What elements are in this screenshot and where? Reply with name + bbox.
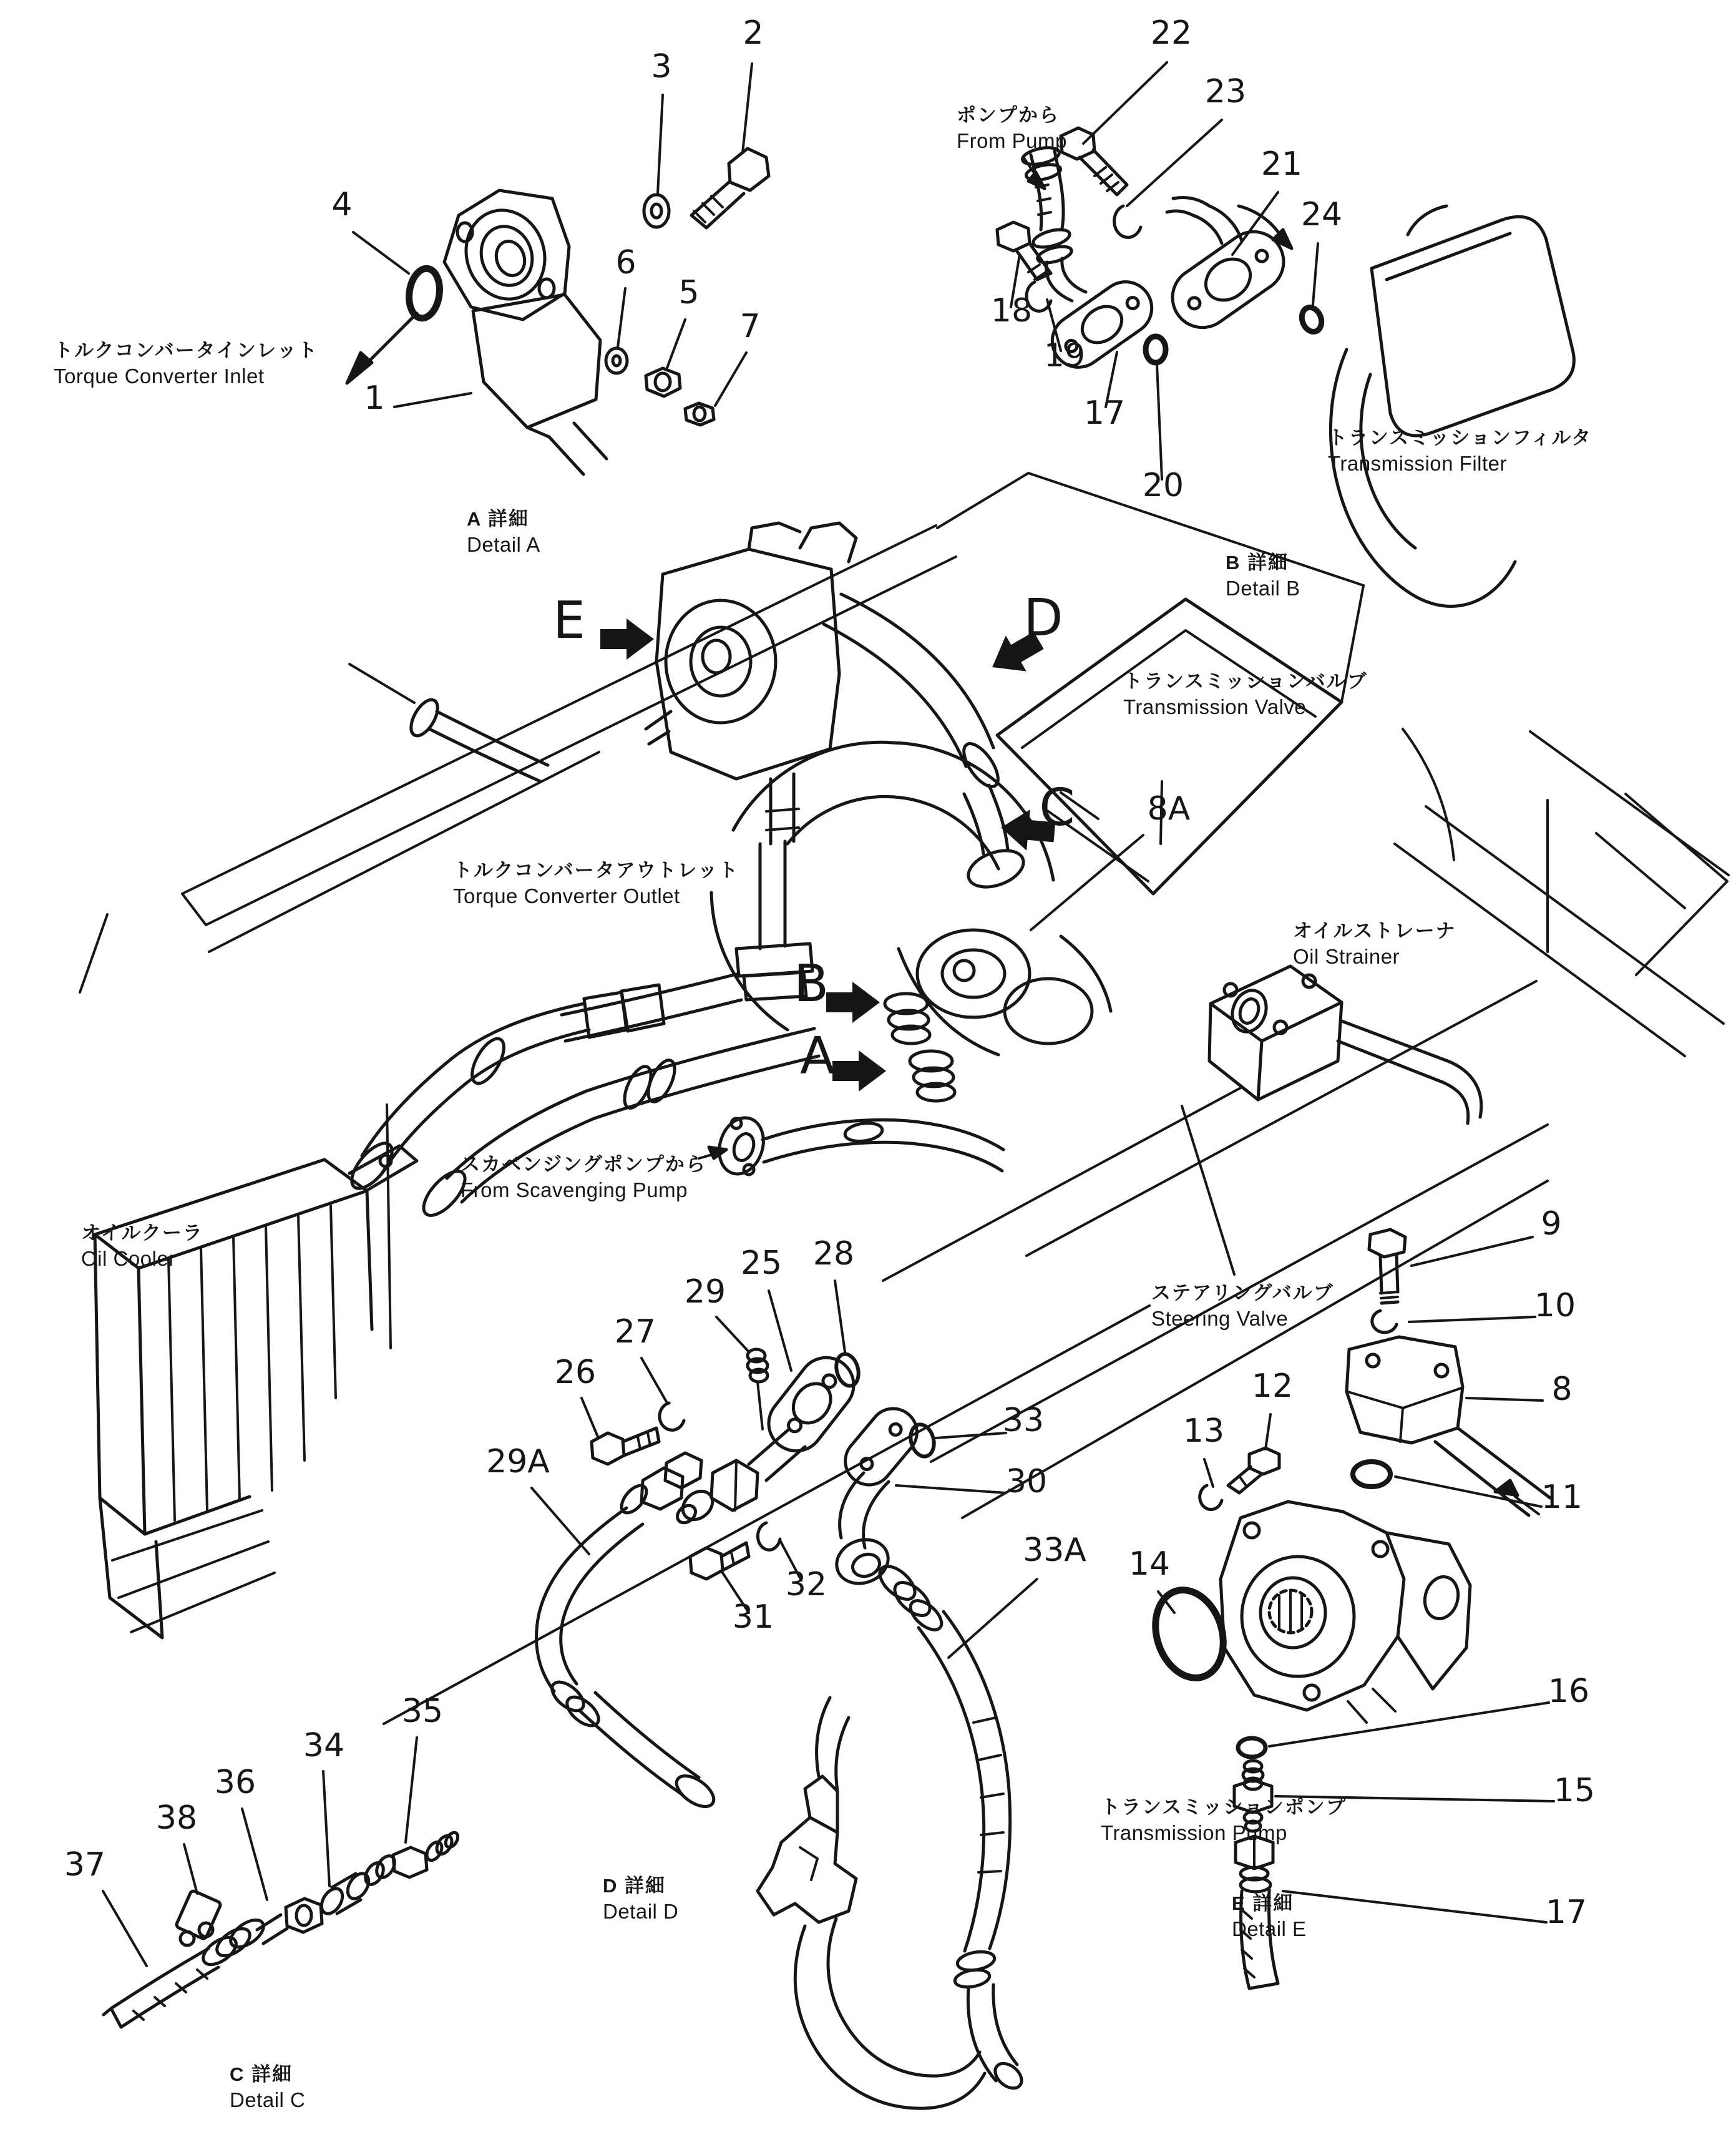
part-number-17: 17 — [1545, 1894, 1587, 1931]
section-letter-e: E — [553, 591, 585, 650]
label-detail-c: C 詳細 Detail C — [230, 2063, 306, 2112]
part-number-36: 36 — [214, 1764, 256, 1801]
part-number-4: 4 — [331, 186, 353, 223]
label-torque-converter-inlet: トルクコンバータインレット Torque Converter Inlet — [54, 340, 318, 388]
part-number-5: 5 — [678, 274, 700, 311]
part-number-2: 2 — [743, 14, 764, 52]
label-transmission-pump: トランスミッションポンプ Transmission Pump — [1101, 1796, 1347, 1845]
part-number-12: 12 — [1251, 1367, 1294, 1405]
part-number-21: 21 — [1261, 145, 1303, 183]
part-number-35: 35 — [401, 1693, 444, 1730]
part-number-14: 14 — [1128, 1545, 1171, 1583]
part-number-33a: 33A — [1023, 1532, 1086, 1569]
label-transmission-filter: トランスミッションフィルタ Transmission Filter — [1328, 427, 1592, 476]
part-number-3: 3 — [651, 48, 672, 86]
section-letter-b: B — [793, 954, 829, 1014]
part-number-31: 31 — [732, 1598, 774, 1636]
part-number-6: 6 — [615, 244, 636, 281]
label-from-scavenging-pump: スカベンジングポンプから From Scavenging Pump — [461, 1153, 706, 1202]
part-number-29a: 29A — [486, 1443, 550, 1480]
part-number-17: 17 — [1083, 394, 1126, 432]
part-number-15: 15 — [1553, 1772, 1596, 1809]
part-number-32: 32 — [785, 1566, 827, 1603]
part-number-27: 27 — [614, 1313, 656, 1351]
part-number-16: 16 — [1548, 1673, 1590, 1710]
label-oil-strainer: オイルストレーナ Oil Strainer — [1293, 920, 1456, 969]
part-number-20: 20 — [1142, 467, 1184, 504]
section-letter-c: C — [1039, 778, 1075, 838]
label-steering-valve: ステアリングバルブ Steering Valve — [1151, 1282, 1334, 1331]
label-detail-a: A 詳細 Detail A — [467, 508, 540, 557]
part-number-18: 18 — [990, 292, 1033, 330]
part-number-38: 38 — [155, 1799, 198, 1837]
part-number-7: 7 — [739, 308, 761, 345]
part-number-30: 30 — [1005, 1463, 1048, 1500]
part-number-26: 26 — [554, 1354, 597, 1391]
label-detail-d: D 詳細 Detail D — [603, 1875, 679, 1924]
part-number-25: 25 — [740, 1244, 783, 1282]
part-number-8a: 8A — [1147, 790, 1191, 828]
part-number-1: 1 — [364, 379, 385, 417]
label-detail-b: B 詳細 Detail B — [1226, 552, 1300, 600]
part-number-10: 10 — [1534, 1287, 1576, 1324]
part-number-22: 22 — [1150, 14, 1192, 52]
part-number-23: 23 — [1204, 73, 1247, 110]
part-number-28: 28 — [812, 1235, 855, 1273]
part-number-29: 29 — [684, 1273, 726, 1311]
part-number-34: 34 — [303, 1727, 345, 1764]
section-letter-a: A — [799, 1027, 836, 1086]
label-from-pump: ポンプから From Pump — [957, 104, 1067, 153]
part-number-37: 37 — [64, 1846, 106, 1884]
part-number-33: 33 — [1002, 1402, 1045, 1439]
label-torque-converter-outlet: トルクコンバータアウトレット Torque Converter Outlet — [453, 859, 739, 908]
part-number-8: 8 — [1551, 1371, 1573, 1408]
part-number-24: 24 — [1300, 196, 1343, 233]
label-oil-cooler: オイルクーラ Oil Cooler — [81, 1222, 203, 1271]
part-number-19: 19 — [1043, 337, 1086, 374]
label-detail-e: E 詳細 Detail E — [1232, 1892, 1307, 1941]
part-number-11: 11 — [1541, 1479, 1583, 1516]
section-letter-d: D — [1023, 589, 1063, 648]
part-number-9: 9 — [1541, 1205, 1562, 1243]
part-number-13: 13 — [1183, 1412, 1225, 1450]
label-transmission-valve: トランスミッションバルブ Transmission Valve — [1123, 670, 1368, 719]
